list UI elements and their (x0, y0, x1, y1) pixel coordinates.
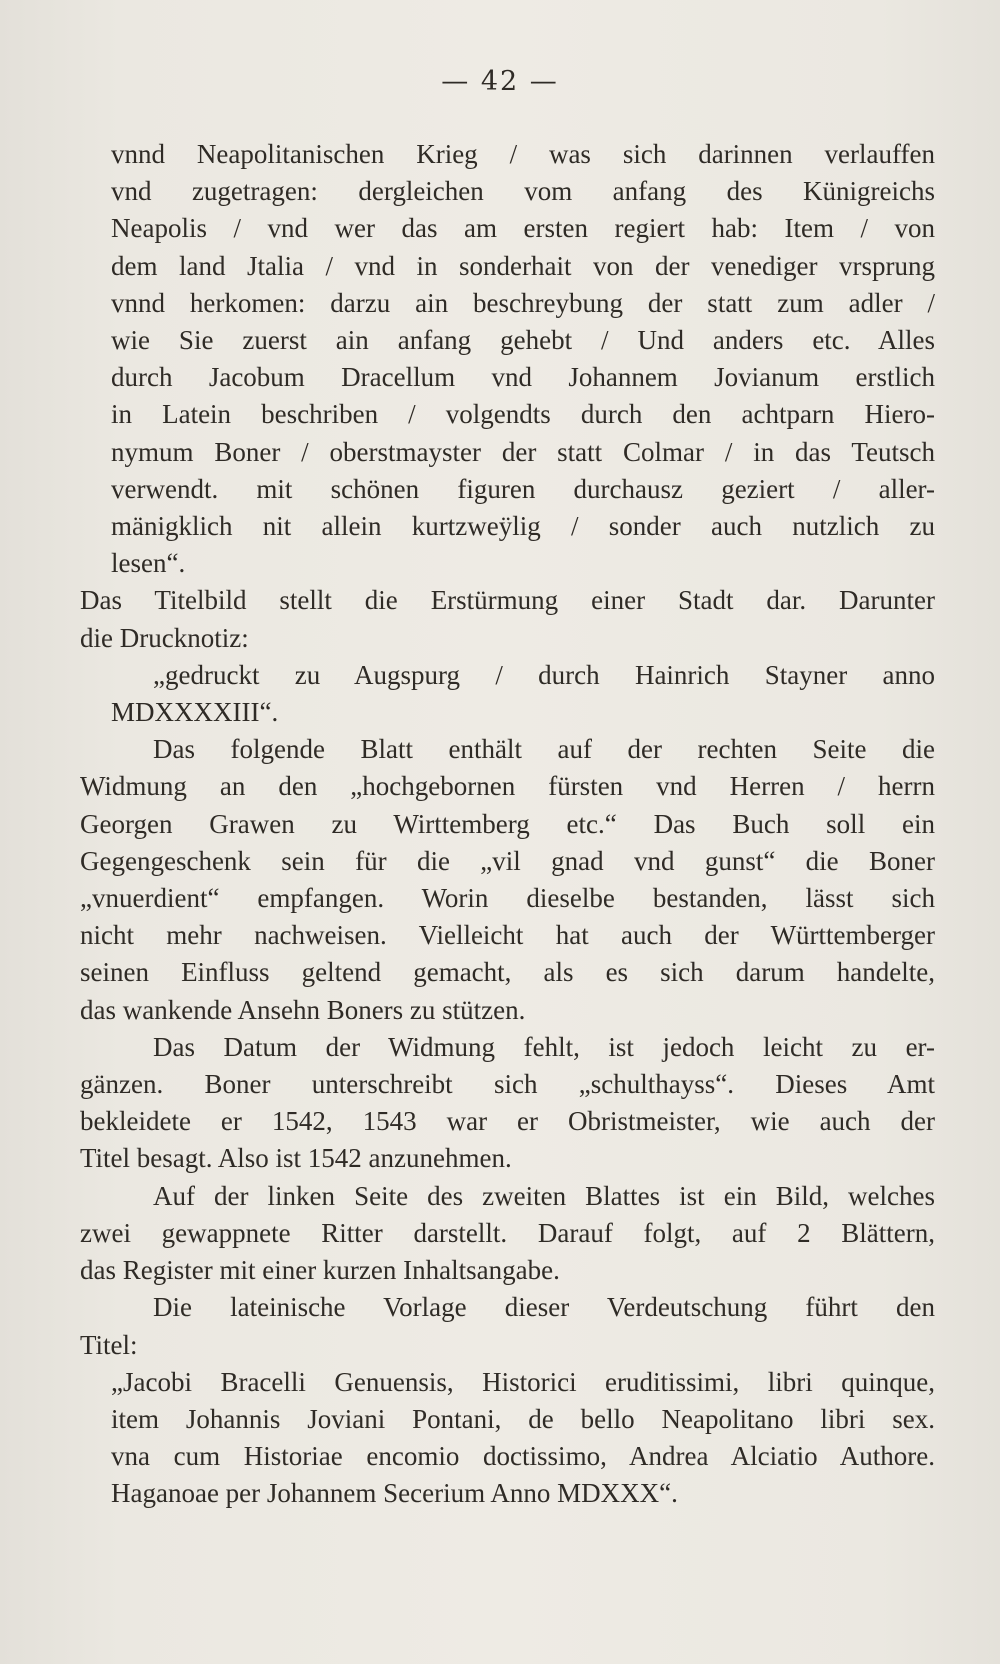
text-line: Das Titelbild stellt die Erstürmung einer Stadt dar. Darunter (80, 585, 935, 616)
text-line: Georgen Grawen zu Wirttemberg etc.“ Das Buch soll ein (80, 808, 935, 839)
text-line: Titel: (80, 1329, 138, 1360)
text-line: „vnuerdient“ empfangen. Worin dieselbe bestanden, lässt sich (80, 883, 935, 914)
text-line: „gedruckt zu Augspurg / durch Hainrich Stayner anno (153, 659, 935, 690)
text-line: Die lateinische Vorlage dieser Verdeutschung führt den (153, 1292, 935, 1323)
text-line: Titel besagt. Also ist 1542 anzunehmen. (80, 1143, 512, 1174)
text-line: in Latein beschriben / volgendts durch den achtparn Hiero- (111, 399, 935, 430)
text-line: nicht mehr nachweisen. Vielleicht hat auch der Württemberger (80, 920, 935, 951)
text-line: nymum Boner / oberstmayster der statt Colmar / in das Teutsch (111, 436, 935, 467)
text-line: die Drucknotiz: (80, 622, 249, 653)
text-line: vnd zugetragen: dergleichen vom anfang des Künigreichs (111, 176, 935, 207)
text-line: MDXXXXIII“. (111, 697, 279, 728)
text-line: Auf der linken Seite des zweiten Blattes ist ein Bild, welches (153, 1180, 935, 1211)
text-line: lesen“. (111, 548, 186, 579)
text-line: Widmung an den „hochgebornen fürsten vnd Herren / herrn (80, 771, 935, 802)
text-line: zwei gewappnete Ritter darstellt. Darauf folgt, auf 2 Blättern, (80, 1217, 935, 1248)
text-line: vna cum Historiae encomio doctissimo, Andrea Alciatio Authore. (111, 1441, 935, 1472)
text-line: dem land Jtalia / vnd in sonderhait von der venediger vrsprung (111, 250, 935, 281)
text-line: Neapolis / vnd wer das am ersten regiert hab: Item / von (111, 213, 935, 244)
text-line: seinen Einfluss geltend gemacht, als es sich darum handelte, (80, 957, 935, 988)
text-line: verwendt. mit schönen figuren durchausz geziert / aller- (111, 473, 935, 504)
body-text (80, 136, 935, 1513)
text-line: Das folgende Blatt enthält auf der rechten Seite die (153, 734, 935, 765)
text-line: Haganoae per Johannem Secerium Anno MDXXX“. (111, 1478, 678, 1509)
text-line: Gegengeschenk sein für die „vil gnad vnd gunst“ die Boner (80, 845, 935, 876)
text-line: „Jacobi Bracelli Genuensis, Historici eruditissimi, libri quinque, (111, 1366, 935, 1397)
text-line: das Register mit einer kurzen Inhaltsangabe. (80, 1255, 560, 1286)
text-line: das wankende Ansehn Boners zu stützen. (80, 994, 526, 1025)
text-line: mänigklich nit allein kurtzweÿlig / sonder auch nutzlich zu (111, 511, 935, 542)
text-line: bekleidete er 1542, 1543 war er Obristmeister, wie auch der (80, 1106, 935, 1137)
text-line: gänzen. Boner unterschreibt sich „schulthayss“. Dieses Amt (80, 1069, 935, 1100)
text-line: durch Jacobum Dracellum vnd Johannem Jovianum erstlich (111, 362, 935, 393)
text-line: item Johannis Joviani Pontani, de bello Neapolitano libri sex. (111, 1403, 935, 1434)
text-line: vnnd herkomen: darzu ain beschreybung der statt zum adler / (111, 287, 935, 318)
text-line: vnnd Neapolitanischen Krieg / was sich darinnen verlauffen (111, 139, 935, 169)
text-line: Das Datum der Widmung fehlt, ist jedoch leicht zu er- (153, 1031, 935, 1062)
text-line: wie Sie zuerst ain anfang gehebt / Und anders etc. Alles (111, 325, 935, 356)
page-number: — 42 — (441, 66, 559, 97)
